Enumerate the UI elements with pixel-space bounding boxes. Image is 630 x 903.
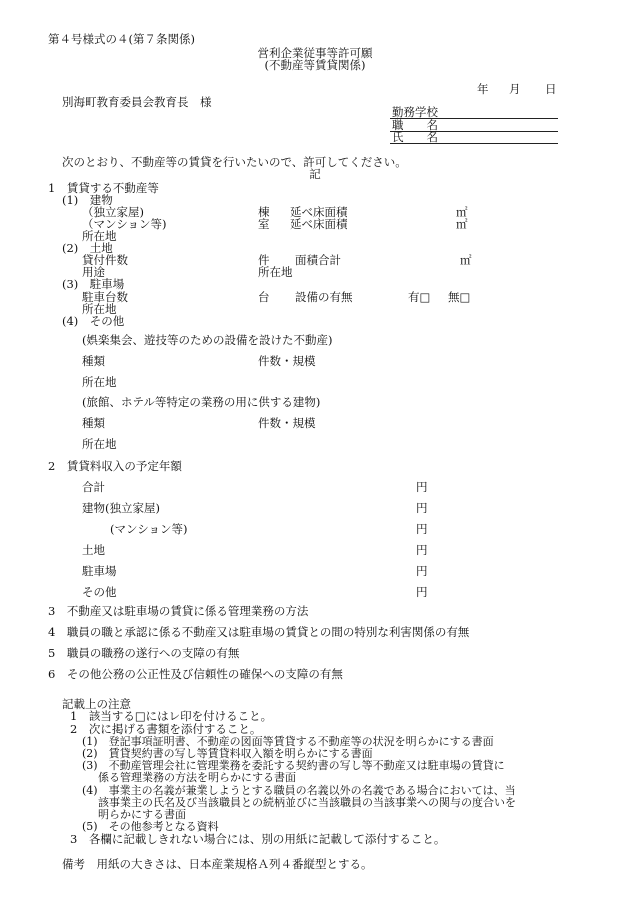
intro-text: 次のとおり、不動産等の賃貸を行いたいので、許可してください。 xyxy=(62,155,407,169)
applicant-name-label: 氏 名 xyxy=(392,130,438,144)
income-total-yen: 円 xyxy=(416,480,428,494)
date-month: 月 xyxy=(509,82,521,96)
section-3: 3 不動産又は駐車場の賃貸に係る管理業務の方法 xyxy=(48,604,309,618)
land-count: 貸付件数 xyxy=(82,253,128,267)
land-m2: ㎡ xyxy=(460,253,472,267)
income-house-yen: 円 xyxy=(416,501,428,515)
other-amusement: (娯楽集会、遊技等のための設備を設けた不動産) xyxy=(82,333,333,347)
note-2-doc-3a: (3) 不動産管理会社に管理業務を委託する契約書の写し等不動産又は駐車場の賃貸に xyxy=(82,759,505,772)
other-label: (4) その他 xyxy=(62,314,125,328)
income-land: 土地 xyxy=(82,543,105,557)
other-type: 種類 xyxy=(82,354,105,368)
parking-equipment-label: 設備の有無 xyxy=(295,290,353,304)
parking-no-checkbox[interactable]: 無□ xyxy=(448,290,471,304)
parking-location: 所在地 xyxy=(82,302,117,316)
income-parking-yen: 円 xyxy=(416,564,428,578)
note-2-doc-5: (5) その他参考となる資料 xyxy=(82,820,219,833)
income-land-yen: 円 xyxy=(416,543,428,557)
remark: 備考 用紙の大きさは、日本産業規格Ａ列４番縦型とする。 xyxy=(62,857,373,871)
other-location: 所在地 xyxy=(82,375,117,389)
land-location: 所在地 xyxy=(258,265,293,279)
other-type-2: 種類 xyxy=(82,416,105,430)
other-location-2: 所在地 xyxy=(82,437,117,451)
building-house-unit: 棟 xyxy=(258,205,270,219)
date-year: 年 xyxy=(477,82,489,96)
note-3: 3 各欄に記載しきれない場合には、別の用紙に記載して添付すること。 xyxy=(70,832,446,846)
income-other: その他 xyxy=(82,585,117,599)
building-label: (1) 建物 xyxy=(62,193,113,207)
form-number: 第４号様式の４(第７条関係) xyxy=(48,32,195,46)
notes-heading: 記載上の注意 xyxy=(62,697,131,711)
ki-heading: 記 xyxy=(309,167,321,181)
form-title: 営利企業従事等許可願 xyxy=(257,46,373,60)
building-house-area-label: 延べ床面積 xyxy=(290,205,348,219)
building-house-m2: ㎡ xyxy=(456,205,468,219)
building-house: （独立家屋) xyxy=(82,205,144,219)
note-2: 2 次に掲げる書類を添付すること。 xyxy=(70,722,262,736)
note-2-doc-4c: 明らかにする書面 xyxy=(98,808,186,821)
section-5: 5 職員の職務の遂行への支障の有無 xyxy=(48,646,240,660)
section-1-heading: 1 賃貸する不動産等 xyxy=(48,181,159,195)
building-mansion-area-label: 延べ床面積 xyxy=(290,217,348,231)
income-house: 建物(独立家屋) xyxy=(82,501,160,515)
building-location: 所在地 xyxy=(82,229,117,243)
section-6: 6 その他公務の公正性及び信頼性の確保への支障の有無 xyxy=(48,667,343,681)
section-4: 4 職員の職と承認に係る不動産又は駐車場の賃貸との間の特別な利害関係の有無 xyxy=(48,625,470,639)
parking-count-unit: 台 xyxy=(258,290,270,304)
note-2-doc-3b: 係る管理業務の方法を明らかにする書面 xyxy=(98,771,296,784)
parking-label: (3) 駐車場 xyxy=(62,277,125,291)
other-hotel: (旅館、ホテル等特定の業務の用に供する建物) xyxy=(82,395,321,409)
building-mansion: （マンション等) xyxy=(82,217,167,231)
note-2-doc-1: (1) 登記事項証明書、不動産の図面等賃貸する不動産等の状況を明らかにする書面 xyxy=(82,735,494,748)
date-day: 日 xyxy=(545,82,557,96)
note-2-doc-4b: 該事業主の氏名及び当該職員との続柄並びに当該職員の当該事業への関与の度合いを xyxy=(98,796,516,809)
form-subtitle: (不動産等賃貸関係) xyxy=(264,58,366,72)
other-scale: 件数・規模 xyxy=(258,354,316,368)
building-mansion-unit: 室 xyxy=(258,217,270,231)
income-mansion: (マンション等) xyxy=(110,522,188,536)
name-line xyxy=(390,143,558,144)
land-label: (2) 土地 xyxy=(62,241,113,255)
note-2-doc-4a: (4) 事業主の名義が兼業しようとする職員の名義以外の名義である場合においては、当 xyxy=(82,784,516,797)
land-count-unit: 件 xyxy=(258,253,270,267)
note-2-doc-2: (2) 賃貸契約書の写し等賃貸料収入額を明らかにする書面 xyxy=(82,747,373,760)
income-other-yen: 円 xyxy=(416,585,428,599)
land-area-label: 面積合計 xyxy=(295,253,341,267)
parking-yes-checkbox[interactable]: 有□ xyxy=(408,290,431,304)
other-scale-2: 件数・規模 xyxy=(258,416,316,430)
note-1: 1 該当する□にはレ印を付けること。 xyxy=(70,709,273,723)
addressee: 別海町教育委員会教育長 様 xyxy=(62,95,212,109)
land-use: 用途 xyxy=(82,265,105,279)
applicant-position-label: 職 名 xyxy=(392,118,438,132)
building-mansion-m2: ㎡ xyxy=(456,217,468,231)
income-mansion-yen: 円 xyxy=(416,522,428,536)
income-total: 合計 xyxy=(82,480,105,494)
income-parking: 駐車場 xyxy=(82,564,117,578)
applicant-school-label: 勤務学校 xyxy=(392,105,438,119)
parking-count: 駐車台数 xyxy=(82,290,128,304)
section-2-heading: 2 賃貸料収入の予定年額 xyxy=(48,459,182,473)
